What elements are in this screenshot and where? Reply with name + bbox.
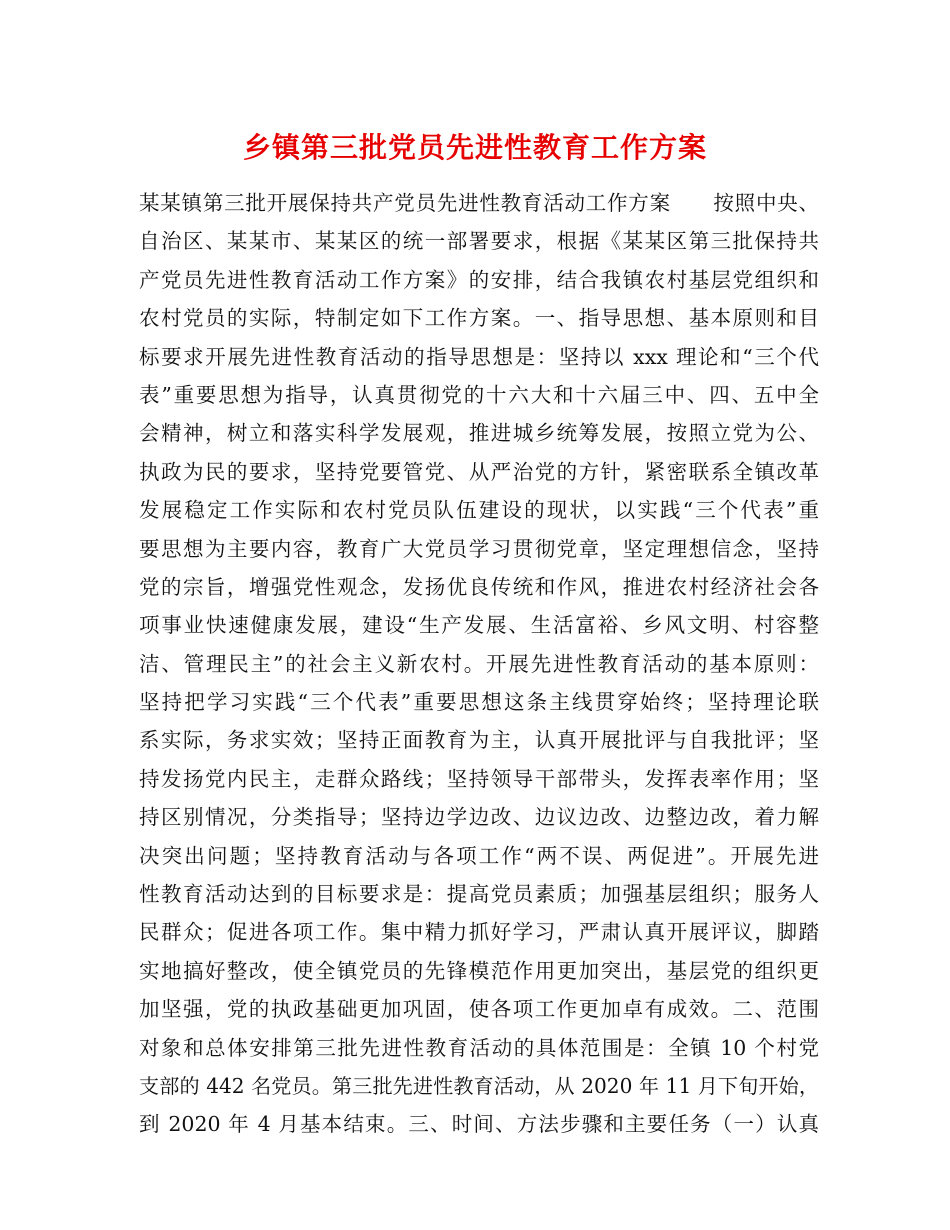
body-line-24: 支部的 442 名党员。第三批先进性教育活动，从 2020 年 11 月下旬开始，	[139, 1073, 819, 1098]
body-line-20: 民群众；促进各项工作。集中精力抓好学习，严肃认真开展评议，脚踏	[139, 920, 819, 945]
body-line-17: 持区别情况，分类指导；坚持边学边改、边议边改、边整边改，着力解	[139, 805, 819, 830]
body-line-1: 某某镇第三批开展保持共产党员先进性教育活动工作方案 按照中央、	[139, 191, 819, 215]
body-line-8: 执政为民的要求，坚持党要管党、从严治党的方针，紧密联系全镇改革	[139, 459, 819, 484]
body-line-23: 对象和总体安排第三批先进性教育活动的具体范围是：全镇 10 个村党	[139, 1035, 819, 1060]
body-line-3: 产党员先进性教育活动工作方案》的安排，结合我镇农村基层党组织和	[139, 267, 819, 292]
body-line-13: 洁、管理民主”的社会主义新农村。开展先进性教育活动的基本原则：	[139, 651, 819, 676]
body-line-11: 党的宗旨，增强党性观念，发扬优良传统和作风，推进农村经济社会各	[139, 574, 819, 599]
document-title: 乡镇第三批党员先进性教育工作方案	[242, 131, 707, 164]
body-line-19: 性教育活动达到的目标要求是：提高党员素质；加强基层组织；服务人	[139, 882, 819, 907]
body-line-15: 系实际，务求实效；坚持正面教育为主，认真开展批评与自我批评；坚	[139, 728, 819, 753]
body-line-25: 到 2020 年 4 月基本结束。三、时间、方法步骤和主要任务（一）认真	[139, 1112, 819, 1137]
body-line-21: 实地搞好整改，使全镇党员的先锋模范作用更加突出，基层党的组织更	[139, 958, 819, 983]
body-line-14: 坚持把学习实践“三个代表”重要思想这条主线贯穿始终；坚持理论联	[139, 690, 819, 715]
body-line-4: 农村党员的实际，特制定如下工作方案。一、指导思想、基本原则和目	[139, 306, 819, 331]
document-body	[139, 184, 819, 1144]
body-line-16: 持发扬党内民主，走群众路线；坚持领导干部带头，发挥表率作用；坚	[139, 766, 819, 791]
body-line-9: 发展稳定工作实际和农村党员队伍建设的现状，以实践“三个代表”重	[139, 498, 819, 523]
body-line-2: 自治区、某某市、某某区的统一部署要求，根据《某某区第三批保持共	[139, 229, 819, 254]
body-line-7: 会精神，树立和落实科学发展观，推进城乡统筹发展，按照立党为公、	[139, 421, 819, 446]
body-line-6: 表”重要思想为指导，认真贯彻党的十六大和十六届三中、四、五中全	[139, 382, 819, 407]
body-line-12: 项事业快速健康发展，建设“生产发展、生活富裕、乡风文明、村容整	[139, 613, 819, 638]
body-line-22: 加坚强，党的执政基础更加巩固，使各项工作更加卓有成效。二、范围	[139, 997, 819, 1022]
body-line-18: 决突出问题；坚持教育活动与各项工作“两不误、两促进”。开展先进	[139, 843, 819, 868]
body-line-5: 标要求开展先进性教育活动的指导思想是：坚持以 xxx 理论和“三个代	[139, 344, 819, 369]
body-line-10: 要思想为主要内容，教育广大党员学习贯彻党章，坚定理想信念，坚持	[139, 536, 819, 561]
